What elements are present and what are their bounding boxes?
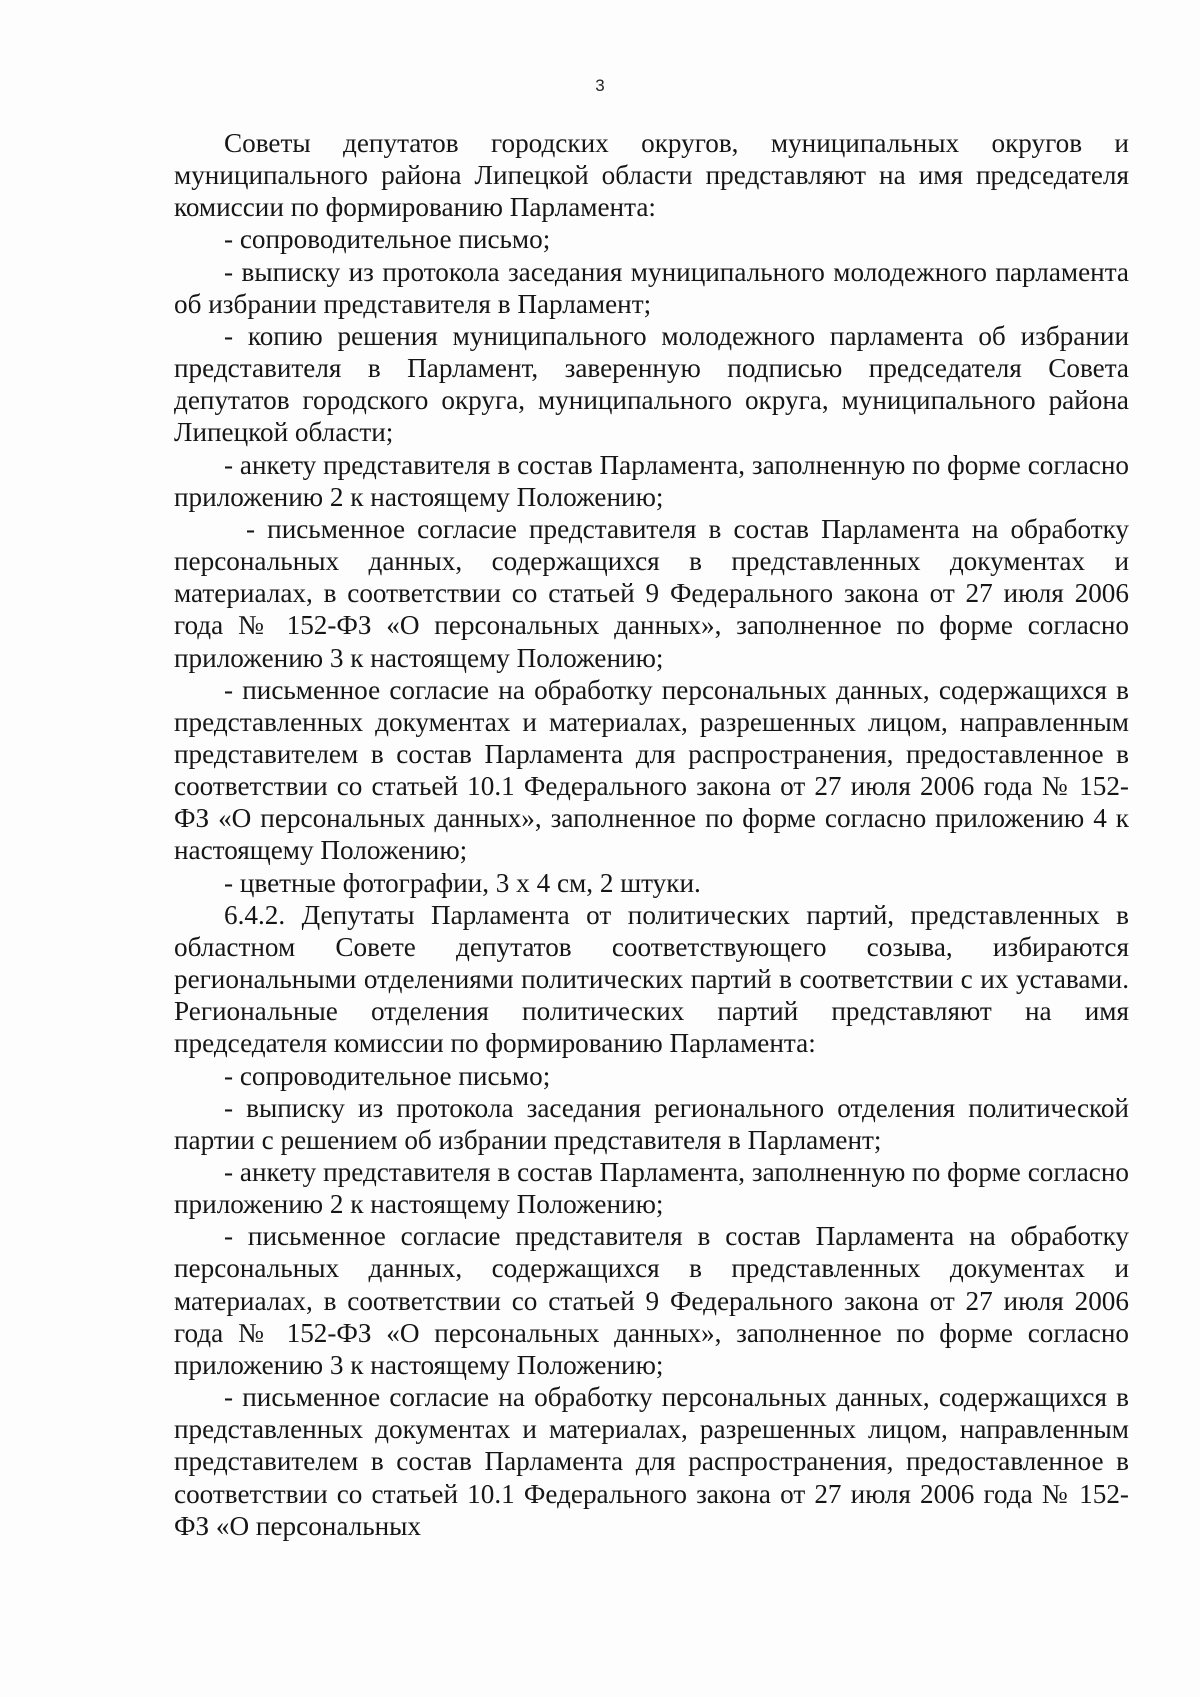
list-item-protocol-extract: - выписку из протокола заседания муниципального молодежного парламента об избрании представителя в Парламент; (174, 256, 1129, 319)
document-body (174, 127, 1129, 1542)
list-item-personal-data-consent: - письменное согласие представителя в состав Парламента на обработку персональных данных, содержащихся в представленных документах и материалах, в соответствии со статьей 9 Федерального закона от 27 июля 2006 года № 152-ФЗ «О персональных данных», заполненное по форме согласно приложению 3 к настоящему Положению; (174, 513, 1129, 673)
list-item-photos: - цветные фотографии, 3 х 4 см, 2 штуки. (224, 867, 701, 898)
paragraph-6-4-2: 6.4.2. Депутаты Парламента от политических партий, представленных в областном Совете депутатов соответствующего созыва, избираются региональными отделениями политических партий в соответствии с их уставами. Региональные отделения политических партий представляют на имя председателя комиссии по формированию Парламента: (174, 899, 1129, 1059)
list-item-questionnaire-parties: - анкету представителя в состав Парламента, заполненную по форме согласно приложению 2 к настоящему Положению; (174, 1157, 1129, 1220)
list-item-decision-copy: - копию решения муниципального молодежного парламента об избрании представителя в Парламент, заверенную подписью председателя Совета депутатов городского округа, муниципального округа, муниципального района Липецкой области; (174, 320, 1129, 448)
list-item-protocol-extract-parties: - выписку из протокола заседания регионального отделения политической партии с решением об избрании представителя в Парламент; (174, 1092, 1129, 1155)
list-item-cover-letter-parties: - сопроводительное письмо; (224, 1060, 551, 1091)
list-item-distribution-consent-parties: - письменное согласие на обработку персональных данных, содержащихся в представленных документах и материалах, разрешенных лицом, направленным представителем в состав Парламента для распространения, предоставленное в соответствии со статьей 10.1 Федерального закона от 27 июля 2006 года № 152-ФЗ «О персональных (174, 1382, 1129, 1541)
list-item-cover-letter: - сопроводительное письмо; (224, 224, 551, 255)
list-item-personal-data-consent-parties: - письменное согласие представителя в состав Парламента на обработку персональных данных, содержащихся в представленных документах и материалах, в соответствии со статьей 9 Федерального закона от 27 июля 2006 года № 152-ФЗ «О персональных данных», заполненное по форме согласно приложению 3 к настоящему Положению; (174, 1221, 1129, 1380)
page-number: 3 (595, 76, 605, 95)
list-item-distribution-consent: - письменное согласие на обработку персональных данных, содержащихся в представленных документах и материалах, разрешенных лицом, направленным представителем в состав Парламента для распространения, предоставленное в соответствии со статьей 10.1 Федерального закона от 27 июля 2006 года № 152-ФЗ «О персональных данных», заполненное по форме согласно приложению 4 к настоящему Положению; (174, 674, 1129, 866)
list-item-questionnaire: - анкету представителя в состав Парламента, заполненную по форме согласно приложению 2 к настоящему Положению; (174, 449, 1129, 512)
paragraph-councils-submit: Советы депутатов городских округов, муниципальных округов и муниципального района Липецкой области представляют на имя председателя комиссии по формированию Парламента: (174, 128, 1129, 223)
